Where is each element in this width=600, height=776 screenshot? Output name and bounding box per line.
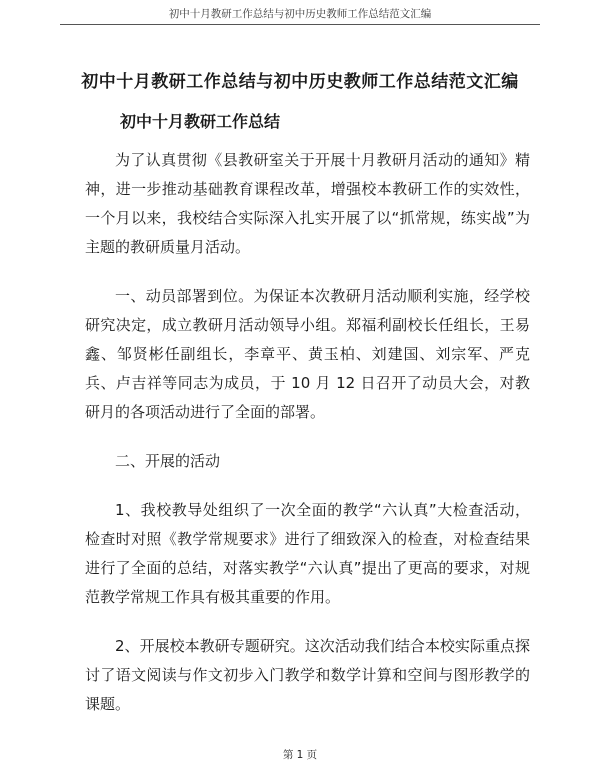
paragraph-mobilization: 一、动员部署到位。为保证本次教研月活动顺利实施，经学校研究决定，成立教研月活动领导小组。郑福利副校长任组长，王易鑫、邹贤彬任副组长，李章平、黄玉柏、刘建国、刘宗军、严克兵、卢吉祥等同志为成员，于 10 月 12 日召开了动员大会，对教研月的各项活动进行了全面的部署。: [85, 287, 530, 421]
paragraph-research: 2、开展校本教研专题研究。这次活动我们结合本校实际重点探讨了语文阅读与作文初步入门教学和数学计算和空间与图形教学的课题。: [85, 637, 530, 713]
paragraph-intro: 为了认真贯彻《县教研室关于开展十月教研月活动的通知》精神，进一步推动基础教育课程改革，增强校本教研工作的实效性，一个月以来，我校结合实际深入扎实开展了以“抓常规，练实战”为主题的教研质量月活动。: [85, 151, 530, 256]
page-number: 第 1 页: [282, 749, 318, 761]
running-header: 初中十月教研工作总结与初中历史教师工作总结范文汇编: [168, 8, 432, 20]
section-title: 初中十月教研工作总结: [120, 112, 281, 131]
paragraph-activities-heading: 二、开展的活动: [115, 452, 221, 470]
document-title: 初中十月教研工作总结与初中历史教师工作总结范文汇编: [81, 72, 519, 92]
document-body: [85, 146, 530, 739]
paragraph-inspection: 1、我校教导处组织了一次全面的教学“六认真”大检查活动，检查时对照《教学常规要求》进行了细致深入的检查，对检查结果进行了全面的总结，对落实教学“六认真”提出了更高的要求，对规范教学常规工作具有极其重要的作用。: [85, 501, 530, 606]
header-divider: [60, 24, 540, 25]
